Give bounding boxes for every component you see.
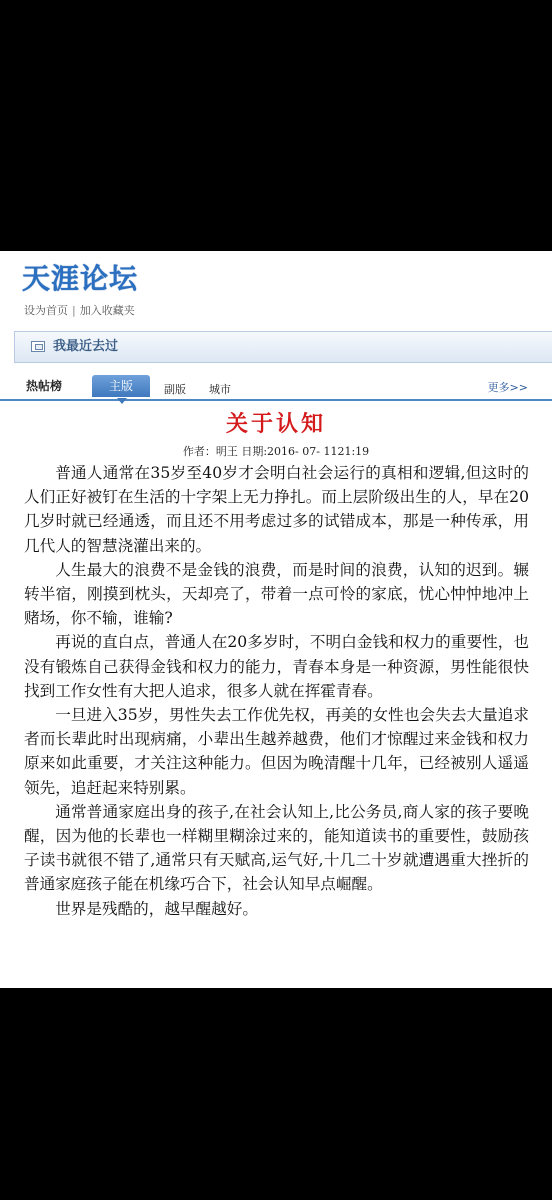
- article-paragraph: 通常普通家庭出身的孩子,在社会认知上,比公务员,商人家的孩子要晚醒，因为他的长辈也一样糊里糊涂过来的，能知道读书的重要性，鼓励孩子读书就很不错了,通常只有天赋高,运气好,十几二十岁就遭遇重大挫折的普通家庭孩子能在机缘巧合下，社会认知早点崛醒。: [24, 802, 529, 894]
- forum-page: [0, 251, 552, 988]
- site-logo[interactable]: 天涯论坛: [22, 262, 139, 295]
- header-links: [24, 303, 135, 319]
- article-paragraph: 一旦进入35岁，男性失去工作优先权，再美的女性也会失去大量追求者而长辈此时出现病痛，小辈出生越养越费，他们才惊醒过来金钱和权力原来如此重要，才关注这种能力。但因为晚清醒十几年，已经被别人遥遥领先，追赶起来特别累。: [24, 706, 529, 797]
- article-paragraph: 人生最大的浪费不是金钱的浪费，而是时间的浪费，认知的迟到。辗转半宿，刚摸到枕头，天却亮了，带着一点可怜的家底，忧心忡忡地冲上赌场，你不输，谁输?: [24, 560, 529, 628]
- article-title: 关于认知: [225, 412, 326, 437]
- recent-visited-label: 我最近去过: [53, 339, 119, 354]
- article-body: [24, 461, 529, 921]
- more-link[interactable]: 更多>>: [487, 381, 528, 394]
- board-nav: [0, 373, 552, 401]
- recent-visited-bar[interactable]: [14, 331, 552, 363]
- article-paragraph: 普通人通常在35岁至40岁才会明白社会运行的真相和逻辑,但这时的人们正好被钉在生活的十字架上无力挣扎。而上层阶级出生的人，早在20几岁时就已经通透，而且还不用考虑过多的试错成本，那是一种传承，用几代人的智慧浇灌出来的。: [24, 464, 529, 555]
- tab-main-board[interactable]: 主版: [92, 375, 150, 397]
- window-icon: [31, 341, 45, 352]
- tab-sub-board[interactable]: 副版: [164, 383, 186, 396]
- article-paragraph: 再说的直白点，普通人在20多岁时，不明白金钱和权力的重要性，也没有锻炼自己获得金钱和权力的能力，青春本身是一种资源，男性能很快找到工作女性有大把人追求，很多人就在挥霍青春。: [24, 633, 529, 700]
- tab-city[interactable]: 城市: [209, 383, 231, 396]
- set-homepage-link[interactable]: 设为首页: [24, 304, 68, 317]
- add-favorite-link[interactable]: 加入收藏夹: [79, 304, 135, 317]
- article-meta: 作者：明王 日期:2016- 07- 1121:19: [182, 445, 370, 458]
- hot-posts-link[interactable]: 热帖榜: [26, 379, 63, 393]
- link-separator: |: [72, 304, 76, 317]
- article-paragraph: 世界是残酷的，越早醒越好。: [55, 899, 258, 918]
